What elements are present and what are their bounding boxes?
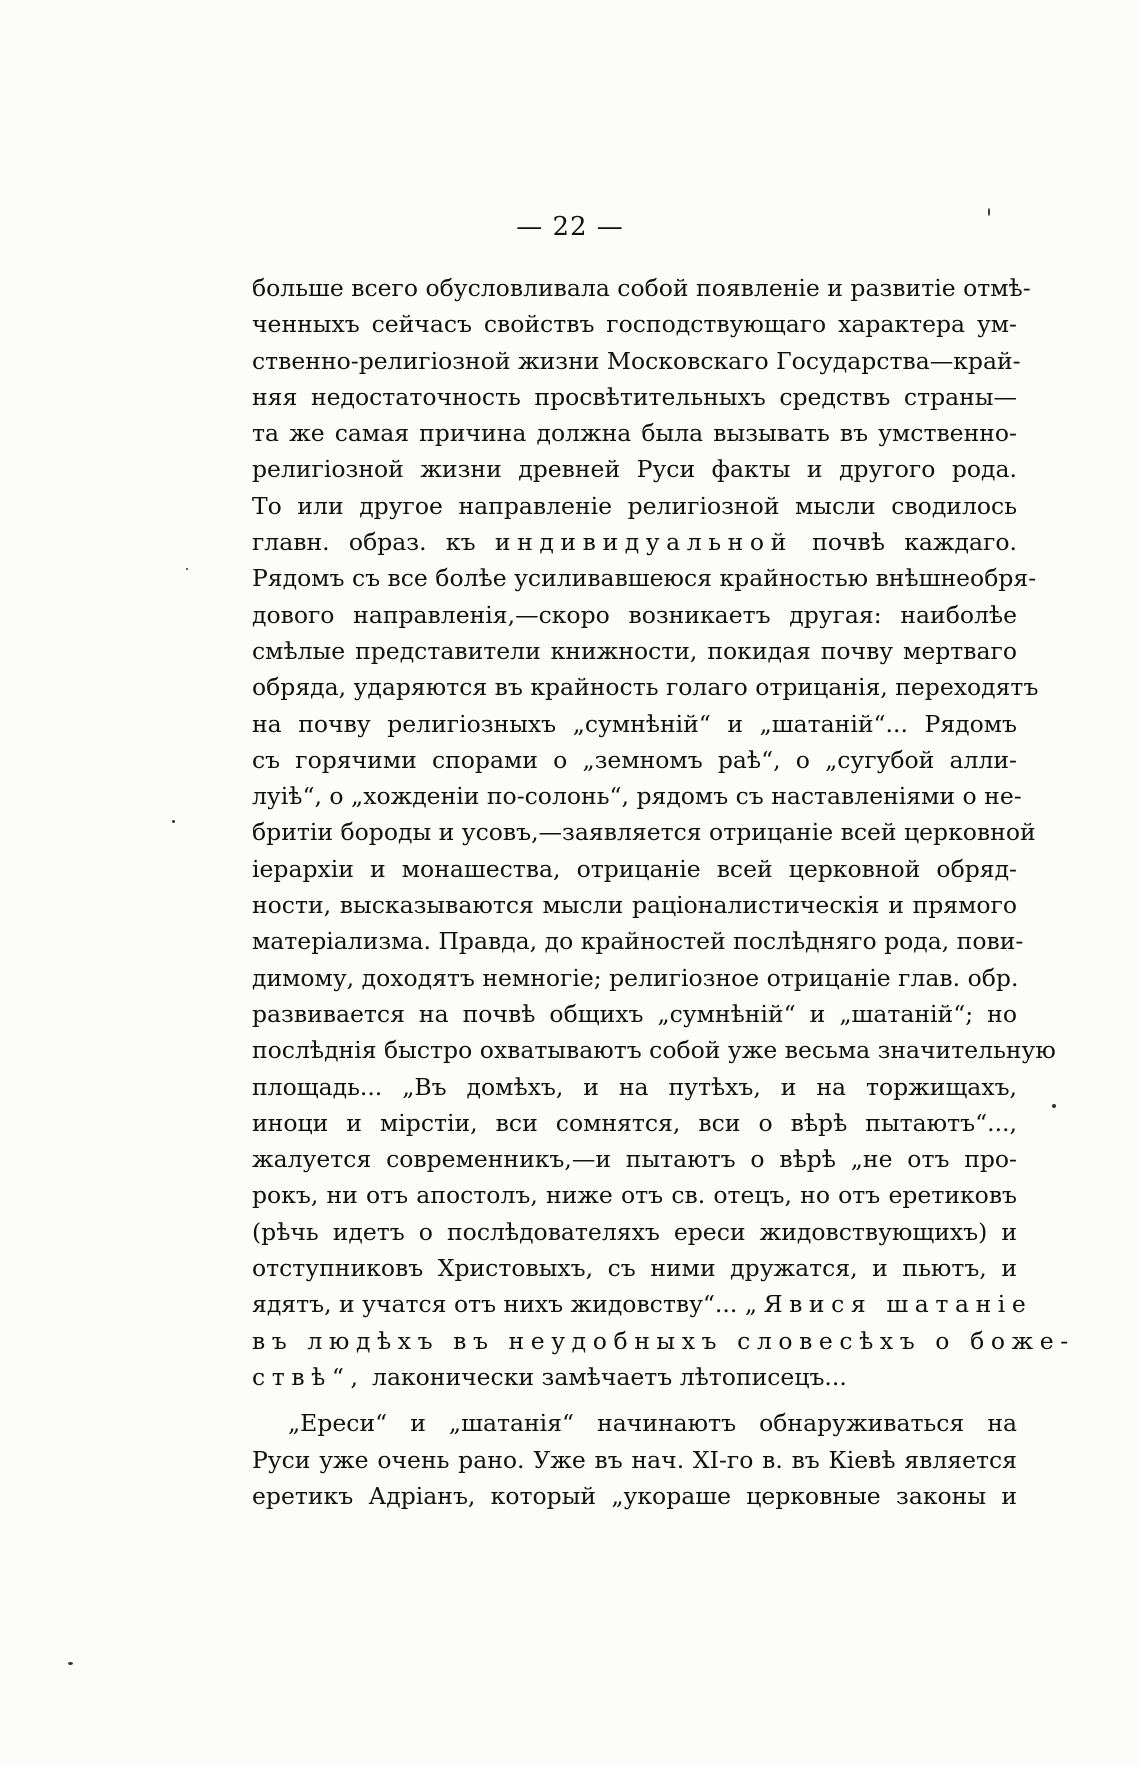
text-line: рокъ, ни отъ апостолъ, ниже отъ св. отецъ, но отъ еретиковъ — [252, 1181, 1017, 1210]
text-line: дового направленія,—скоро возникаетъ другая: наиболѣе — [252, 600, 1017, 629]
text-line: ности, высказываются мысли раціоналистическія и прямого — [252, 891, 1017, 920]
text-line-mixed — [252, 1286, 1033, 1322]
text-line: обряда, ударяются въ крайность голаго отрицанія, переходятъ — [252, 673, 1039, 702]
text-line: послѣднія быстро охватываютъ собой уже весьма значительную — [252, 1036, 1056, 1065]
text-fragment: главн. образ. къ — [252, 528, 476, 557]
text-fragment: почвѣ каждаго. — [812, 528, 1017, 557]
print-speck — [988, 208, 990, 216]
paragraph-first-line: „Ереси“ и „шатанія“ начинаютъ обнаруживаться на — [288, 1409, 1017, 1438]
text-line: отступниковъ Христовыхъ, съ ними дружатся, и пьютъ, и — [252, 1254, 1017, 1283]
page-number-header: — 22 — — [516, 212, 624, 242]
text-line: іерархіи и монашества, отрицаніе всей церковной обряд- — [252, 854, 1017, 883]
text-line: (рѣчь идетъ о послѣдователяхъ ереси жидовствующихъ) и — [252, 1217, 1017, 1246]
text-line: та же самая причина должна была вызывать въ умственно- — [252, 419, 1017, 448]
text-line: бритіи бороды и усовъ,—заявляется отрицаніе всей церковной — [252, 818, 1036, 847]
text-line: смѣлые представители книжности, покидая почву мертваго — [252, 636, 1017, 665]
text-line-mixed — [252, 524, 1017, 560]
text-line: больше всего обусловливала собой появленіе и развитіе отмѣ- — [252, 274, 1031, 302]
text-line: на почву религіозныхъ „сумнѣній“ и „шатаній“... Рядомъ — [252, 709, 1017, 738]
text-line: иноци и мірстіи, вси сомнятся, вси о вѣрѣ пытаютъ“..., — [252, 1108, 1017, 1137]
spaced-emphasis: „Явися шатаніе — [744, 1290, 1033, 1319]
text-line: съ горячими спорами о „земномъ раѣ“, о „сугубой алли- — [252, 745, 1017, 774]
text-line: Рядомъ съ все болѣе усиливавшеюся крайностью внѣшнеобря- — [252, 564, 1037, 593]
print-speck — [68, 1662, 73, 1665]
print-speck — [1052, 1104, 1056, 1108]
text-line: димому, доходятъ немногіе; религіозное отрицаніе глав. обр. — [252, 963, 1019, 992]
text-line: развивается на почвѣ общихъ „сумнѣній“ и „шатаній“; но — [252, 999, 1017, 1028]
spaced-emphasis: индивидуальной — [494, 528, 793, 557]
text-line: Руси уже очень рано. Уже въ нач. XI-го в. въ Кіевѣ является — [252, 1445, 1017, 1474]
text-line: ченныхъ сейчасъ свойствъ господствующаго характера ум- — [252, 310, 1017, 339]
text-line: площадь... „Въ домѣхъ, и на путѣхъ, и на торжищахъ, — [252, 1072, 1017, 1101]
text-line: матеріализма. Правда, до крайностей послѣдняго рода, пови- — [252, 927, 1024, 956]
text-line: еретикъ Адріанъ, который „укораше церковные законы и — [252, 1481, 1017, 1510]
spaced-emphasis-line: въ людѣхъ въ неудобныхъ словесѣхъ о боже- — [252, 1326, 1075, 1355]
print-speck — [186, 568, 188, 570]
body-text — [252, 270, 1075, 1514]
text-line: ственно-религіозной жизни Московскаго Государства—край- — [252, 346, 1021, 375]
print-speck — [172, 820, 175, 823]
spaced-emphasis: ствѣ“, — [252, 1362, 365, 1391]
text-line: То или другое направленіе религіозной мысли сводилось — [252, 491, 1017, 520]
text-fragment: лаконически замѣчаетъ лѣтописецъ... — [372, 1362, 847, 1391]
text-line: луіѣ“, о „хожденіи по-солонь“, рядомъ съ наставленіями о не- — [252, 782, 1022, 811]
text-line: няя недостаточность просвѣтительныхъ средствъ страны— — [252, 382, 1017, 411]
text-line: религіозной жизни древней Руси факты и другого рода. — [252, 455, 1017, 484]
text-fragment: ядятъ, и учатся отъ нихъ жидовству“... — [252, 1290, 738, 1319]
text-line-mixed — [252, 1359, 1017, 1395]
text-line: жалуется современникъ,—и пытаютъ о вѣрѣ „не отъ про- — [252, 1145, 1017, 1174]
